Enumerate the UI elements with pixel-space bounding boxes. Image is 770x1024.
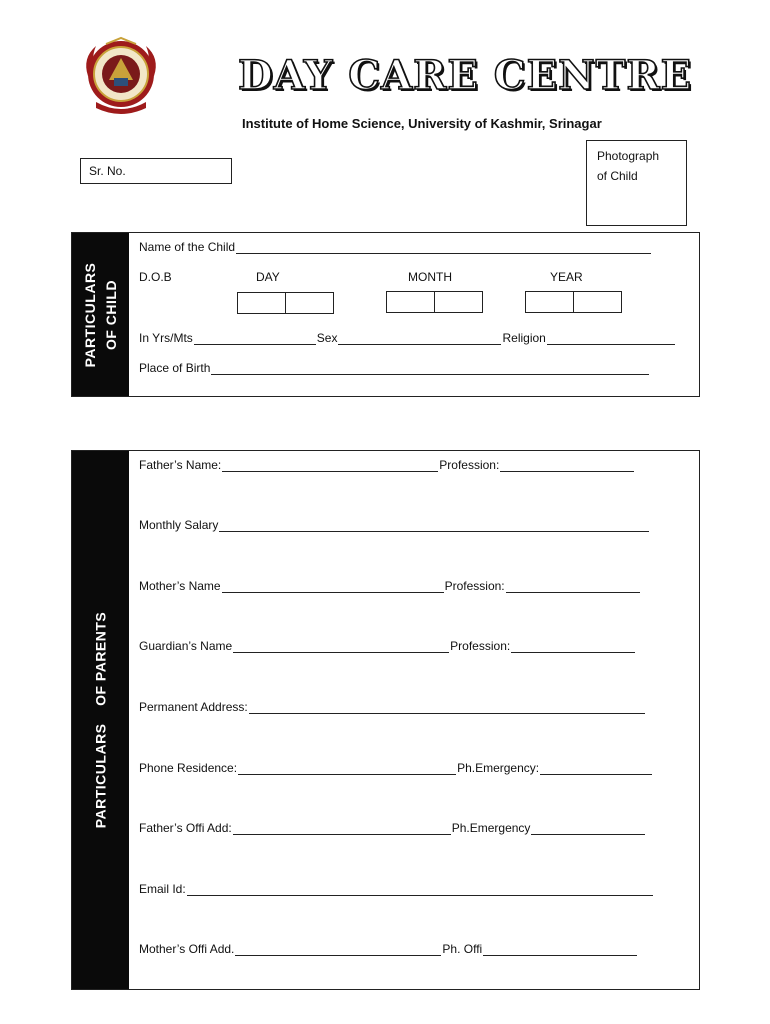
father-office-label: Father’s Offi Add: [139, 821, 232, 835]
mother-name-line[interactable] [222, 580, 444, 593]
guardian-prof-line[interactable] [511, 640, 635, 653]
ph-office-line[interactable] [483, 943, 637, 956]
month-label: MONTH [408, 270, 452, 284]
father-prof-label: Profession: [439, 458, 500, 472]
mother-office-line[interactable] [235, 943, 441, 956]
birthplace-field[interactable] [139, 361, 650, 375]
sex-label: Sex [316, 331, 338, 345]
mother-prof-label: Profession: [444, 579, 505, 593]
address-label: Permanent Address: [139, 700, 248, 714]
mother-prof-line[interactable] [506, 580, 640, 593]
day-label: DAY [256, 270, 280, 284]
mother-office-label: Mother’s Offi Add. [139, 942, 235, 956]
father-prof-line[interactable] [500, 459, 634, 472]
religion-line[interactable] [547, 332, 675, 345]
ph-emergency-line[interactable] [540, 762, 652, 775]
email-label: Email Id: [139, 882, 186, 896]
ph-emergency-label: Ph.Emergency: [457, 761, 540, 775]
birthplace-line[interactable] [211, 362, 649, 375]
child-section [71, 232, 700, 397]
sex-line[interactable] [338, 332, 501, 345]
age-label: In Yrs/Mts [139, 331, 193, 345]
email-field[interactable] [139, 882, 654, 896]
parents-band-label: PARTICULARS OF PARENTS [92, 611, 108, 829]
child-band-line1: PARTICULARS [81, 262, 98, 367]
page-title: DAY CARE CENTRE [238, 52, 693, 99]
dob-label: D.O.B [139, 270, 172, 284]
guardian-name-line[interactable] [233, 640, 449, 653]
salary-field[interactable] [139, 518, 650, 532]
father-office-field[interactable] [139, 821, 646, 835]
photo-label-line2: of Child [597, 169, 638, 183]
serial-number-field[interactable] [80, 158, 232, 184]
father-name-label: Father’s Name: [139, 458, 222, 472]
guardian-field[interactable] [139, 639, 636, 653]
ph-emergency2-line[interactable] [531, 822, 645, 835]
day-input[interactable] [237, 292, 334, 314]
mother-office-field[interactable] [139, 942, 638, 956]
child-name-line[interactable] [236, 241, 651, 254]
age-line[interactable] [194, 332, 316, 345]
guardian-prof-label: Profession: [450, 639, 511, 653]
phone-res-label: Phone Residence: [139, 761, 238, 775]
child-band-line2: OF CHILD [102, 279, 119, 350]
address-line[interactable] [249, 701, 645, 714]
mother-name-label: Mother’s Name [139, 579, 221, 593]
year-input[interactable] [525, 291, 622, 313]
photo-box[interactable] [586, 140, 687, 226]
university-logo [76, 36, 166, 114]
ph-emergency2-label: Ph.Emergency [451, 821, 531, 835]
phone-residence-field[interactable] [139, 761, 653, 775]
salary-label: Monthly Salary [139, 518, 219, 532]
phone-res-line[interactable] [238, 762, 456, 775]
father-name-line[interactable] [222, 459, 438, 472]
salary-line[interactable] [219, 519, 649, 532]
father-office-line[interactable] [233, 822, 451, 835]
child-name-field[interactable] [139, 240, 652, 254]
email-line[interactable] [187, 883, 653, 896]
child-name-label: Name of the Child [139, 240, 236, 254]
serial-number-label: Sr. No. [89, 164, 126, 178]
birthplace-label: Place of Birth [139, 361, 211, 375]
age-sex-religion-field[interactable] [139, 331, 676, 345]
photo-label-line1: Photograph [597, 149, 660, 163]
address-field[interactable] [139, 700, 646, 714]
university-emblem-icon [76, 36, 166, 114]
year-label: YEAR [550, 270, 583, 284]
parents-section-band [72, 451, 129, 989]
mother-field[interactable] [139, 579, 641, 593]
religion-label: Religion [502, 331, 546, 345]
page-subtitle: Institute of Home Science, University of Kashmir, Srinagar [242, 116, 602, 131]
child-section-band [72, 233, 129, 396]
parents-section [71, 450, 700, 990]
guardian-name-label: Guardian’s Name [139, 639, 233, 653]
month-input[interactable] [386, 291, 483, 313]
father-field[interactable] [139, 458, 635, 472]
ph-office-label: Ph. Offi [442, 942, 483, 956]
